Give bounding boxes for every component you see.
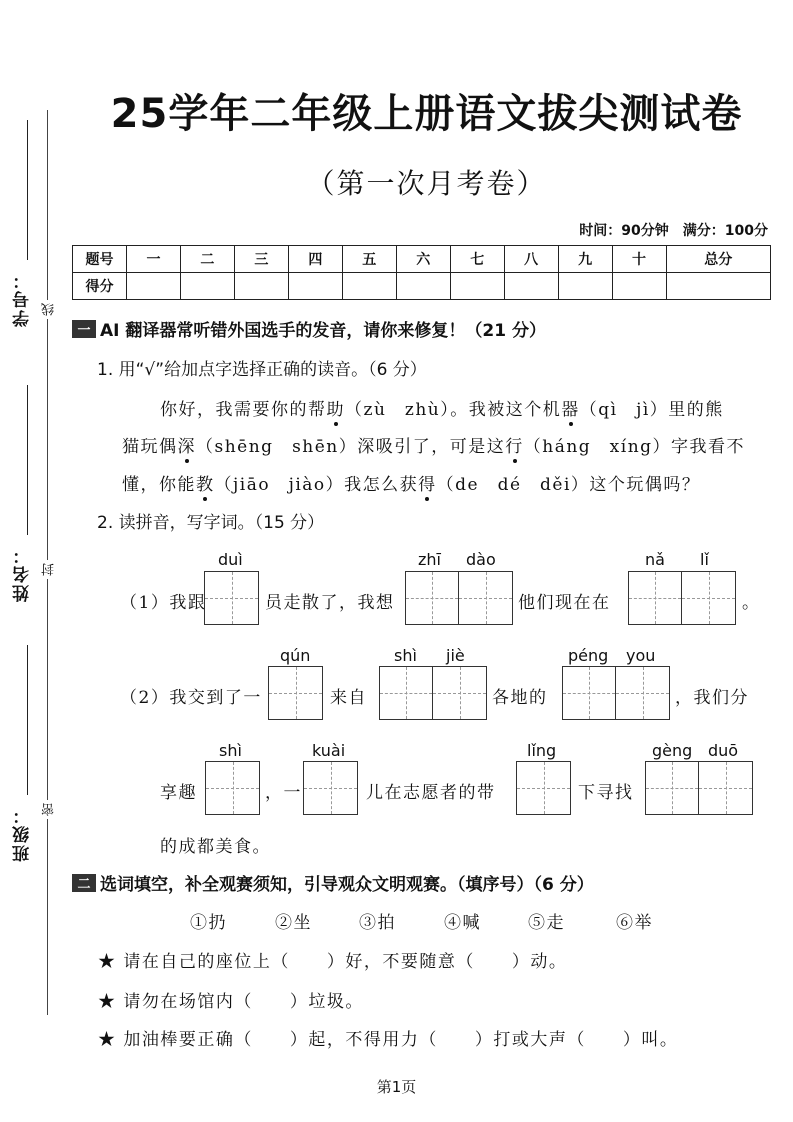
score-cell[interactable] xyxy=(180,273,234,300)
pinyin-label: péng xyxy=(568,646,609,665)
pinyin-label: lǐng xyxy=(527,741,557,760)
pinyin-label: duì xyxy=(218,550,243,569)
q2-r2-d: ，我们分 xyxy=(675,688,749,708)
q1-text: （jiāo jiào）我怎么获 xyxy=(214,475,419,495)
score-cell[interactable] xyxy=(234,273,288,300)
score-cell[interactable] xyxy=(127,273,181,300)
q1-text: （shēng shēn）深吸引了，可是这 xyxy=(196,437,506,457)
page-subtitle: （第一次月考卷） xyxy=(306,167,547,200)
score-header-cell: 十 xyxy=(612,246,666,273)
q2-r1-d: 。 xyxy=(742,593,761,613)
q1-text: （qì jì）里的熊 xyxy=(579,400,724,420)
score-header-cell: 五 xyxy=(342,246,396,273)
q1-line2 xyxy=(122,432,745,457)
q1-text: 猫玩偶 xyxy=(122,437,178,457)
score-cell[interactable] xyxy=(396,273,450,300)
q2-r2-b: 来自 xyxy=(330,688,367,708)
score-header-cell: 四 xyxy=(288,246,342,273)
score-header-cell: 二 xyxy=(180,246,234,273)
score-table xyxy=(72,245,771,300)
q2-r3-c: 儿在志愿者的带 xyxy=(366,783,496,803)
writing-grid[interactable] xyxy=(645,761,753,815)
section1-heading xyxy=(72,316,546,341)
score-cell[interactable] xyxy=(288,273,342,300)
q2-r1-a: （1）我跟 xyxy=(120,593,207,613)
q1-text: （zù zhù）。我被这个机 xyxy=(345,400,562,420)
pinyin-label: gèng xyxy=(652,741,693,760)
pinyin-label: lǐ xyxy=(700,550,709,569)
fill-sentence: ★ 请在自己的座位上（ ）好，不要随意（ ）动。 xyxy=(98,952,568,972)
binding-margin xyxy=(0,0,60,1122)
seal-char-mi: 密 xyxy=(40,800,59,819)
q2-r4: 的成都美食。 xyxy=(160,837,271,857)
section1-badge: 一 xyxy=(72,320,96,338)
student-id-underline xyxy=(27,120,28,260)
writing-grid[interactable] xyxy=(205,761,260,815)
dotted-char: 助 xyxy=(326,400,345,420)
dotted-char: 行 xyxy=(505,437,524,457)
pinyin-label: dào xyxy=(466,550,496,569)
score-row-label: 得分 xyxy=(73,273,127,300)
class-label: 班级： xyxy=(13,805,33,862)
score-header-cell: 九 xyxy=(558,246,612,273)
dotted-char: 教 xyxy=(196,475,215,495)
option-item: ③拍 xyxy=(359,913,396,933)
q2-r3-a: 享趣 xyxy=(160,783,197,803)
q1-line1 xyxy=(160,395,724,420)
section2-heading xyxy=(72,870,594,895)
score-header-cell: 七 xyxy=(450,246,504,273)
q1-text: 懂，你能 xyxy=(122,475,196,495)
score-header-cell: 总分 xyxy=(666,246,770,273)
student-id-label: 学号： xyxy=(13,270,33,327)
q2-r3-d: 下寻找 xyxy=(578,783,634,803)
score-header-cell: 八 xyxy=(504,246,558,273)
score-header-cell: 题号 xyxy=(73,246,127,273)
q2-prompt: 2. 读拼音，写字词。（15 分） xyxy=(97,513,325,533)
q1-text: （de dé děi）这个玩偶吗？ xyxy=(436,475,701,495)
page-number: 第1页 xyxy=(376,1078,417,1096)
writing-grid[interactable] xyxy=(268,666,323,720)
pinyin-label: nǎ xyxy=(645,550,665,569)
score-table-header-row xyxy=(73,246,771,273)
score-cell[interactable] xyxy=(558,273,612,300)
pinyin-label: shì xyxy=(394,646,417,665)
section2-badge: 二 xyxy=(72,874,96,892)
score-header-cell: 六 xyxy=(396,246,450,273)
q1-text: 你好，我需要你的帮 xyxy=(160,400,327,420)
writing-grid[interactable] xyxy=(628,571,736,625)
pinyin-label: zhī xyxy=(418,550,441,569)
seal-char-xian: 线 xyxy=(40,300,59,319)
writing-grid[interactable] xyxy=(204,571,259,625)
writing-grid[interactable] xyxy=(405,571,513,625)
writing-grid[interactable] xyxy=(562,666,670,720)
option-item: ⑤走 xyxy=(528,913,565,933)
score-header-cell: 三 xyxy=(234,246,288,273)
writing-grid[interactable] xyxy=(516,761,571,815)
pinyin-label: shì xyxy=(219,741,242,760)
option-item: ⑥举 xyxy=(616,913,653,933)
q2-r1-c: 他们现在在 xyxy=(518,593,611,613)
pinyin-label: you xyxy=(626,646,656,665)
score-cell[interactable] xyxy=(450,273,504,300)
pinyin-label: duō xyxy=(708,741,739,760)
option-item: ④喊 xyxy=(444,913,481,933)
page-title: 25学年二年级上册语文拔尖测试卷 xyxy=(110,91,743,137)
q2-r2-c: 各地的 xyxy=(492,688,548,708)
dotted-char: 器 xyxy=(561,400,580,420)
q1-text: （háng xíng）字我看不 xyxy=(523,437,746,457)
dotted-char: 深 xyxy=(177,437,196,457)
section2-title: 选词填空，补全观赛须知，引导观众文明观赛。（填序号）（6 分） xyxy=(100,875,594,895)
name-label: 姓名： xyxy=(13,545,33,602)
name-underline xyxy=(27,385,28,535)
q1-prompt: 1. 用“√”给加点字选择正确的读音。（6 分） xyxy=(97,360,427,380)
score-cell[interactable] xyxy=(666,273,770,300)
score-cell[interactable] xyxy=(504,273,558,300)
q2-r2-a: （2）我交到了一 xyxy=(120,688,262,708)
class-underline xyxy=(27,645,28,795)
q2-r3-b: ，一 xyxy=(265,783,302,803)
pinyin-label: qún xyxy=(280,646,311,665)
option-item: ①扔 xyxy=(190,913,227,933)
time-score-info: 时间：90分钟 满分：100分 xyxy=(579,223,768,239)
pinyin-label: jiè xyxy=(446,646,465,665)
score-header-cell: 一 xyxy=(127,246,181,273)
option-item: ②坐 xyxy=(275,913,312,933)
score-table-score-row xyxy=(73,273,771,300)
section1-title: AI 翻译器常听错外国选手的发音，请你来修复！（21 分） xyxy=(100,321,546,341)
q1-line3 xyxy=(122,470,700,495)
seal-char-feng: 封 xyxy=(40,560,59,579)
score-cell[interactable] xyxy=(342,273,396,300)
pinyin-label: kuài xyxy=(312,741,346,760)
writing-grid[interactable] xyxy=(379,666,487,720)
fill-sentence: ★ 请勿在场馆内（ ）垃圾。 xyxy=(98,992,364,1012)
writing-grid[interactable] xyxy=(303,761,358,815)
dotted-char: 得 xyxy=(418,475,437,495)
q2-r1-b: 员走散了，我想 xyxy=(265,593,395,613)
score-cell[interactable] xyxy=(612,273,666,300)
fill-sentence: ★ 加油棒要正确（ ）起，不得用力（ ）打或大声（ ）叫。 xyxy=(98,1030,679,1050)
